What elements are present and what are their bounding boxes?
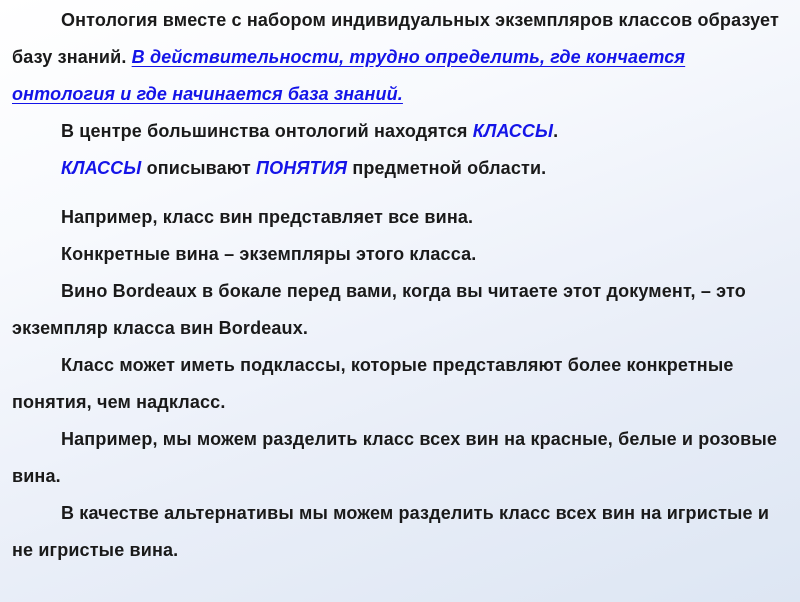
classes-keyword-2: КЛАССЫ bbox=[61, 158, 142, 178]
paragraph-wine-instances: Конкретные вина – экземпляры этого класса. bbox=[61, 244, 477, 264]
paragraph-classes-describe bbox=[12, 150, 788, 187]
paragraph-knowledge-base-text: Онтология вместе с набором индивидуальных экземпляров классов образует базу знаний. bbox=[12, 10, 779, 67]
paragraph-sparkling-split: В качестве альтернативы мы можем разделить класс всех вин на игристые и не игристые вина. bbox=[12, 503, 770, 560]
paragraph-classes-center-text: В центре большинства онтологий находятся bbox=[61, 121, 473, 141]
knowledge-base-link[interactable]: В действительности, трудно определить, где кончается онтология и где начинается база знаний. bbox=[12, 47, 686, 104]
paragraph-wine-class: Например, класс вин представляет все вина. bbox=[61, 207, 474, 227]
paragraph-subclasses: Класс может иметь подклассы, которые представляют более конкретные понятия, чем надкласс. bbox=[12, 355, 734, 412]
paragraph-classes-describe-mid: описывают bbox=[141, 158, 256, 178]
paragraph-bordeaux: Вино Bordeaux в бокале перед вами, когда вы читаете этот документ, – это экземпляр класса вин Bordeaux. bbox=[12, 281, 746, 338]
concepts-keyword: ПОНЯТИЯ bbox=[255, 158, 348, 178]
paragraph-classes-describe-end: предметной области. bbox=[347, 158, 547, 178]
paragraph-color-split: Например, мы можем разделить класс всех вин на красные, белые и розовые вина. bbox=[12, 429, 778, 486]
paragraph-spacer bbox=[12, 187, 788, 199]
paragraph-knowledge-base bbox=[12, 2, 788, 113]
classes-keyword: КЛАССЫ bbox=[472, 121, 554, 141]
paragraph-classes-center-end: . bbox=[553, 121, 559, 141]
paragraph-classes-center bbox=[12, 113, 788, 150]
slide bbox=[0, 2, 800, 602]
